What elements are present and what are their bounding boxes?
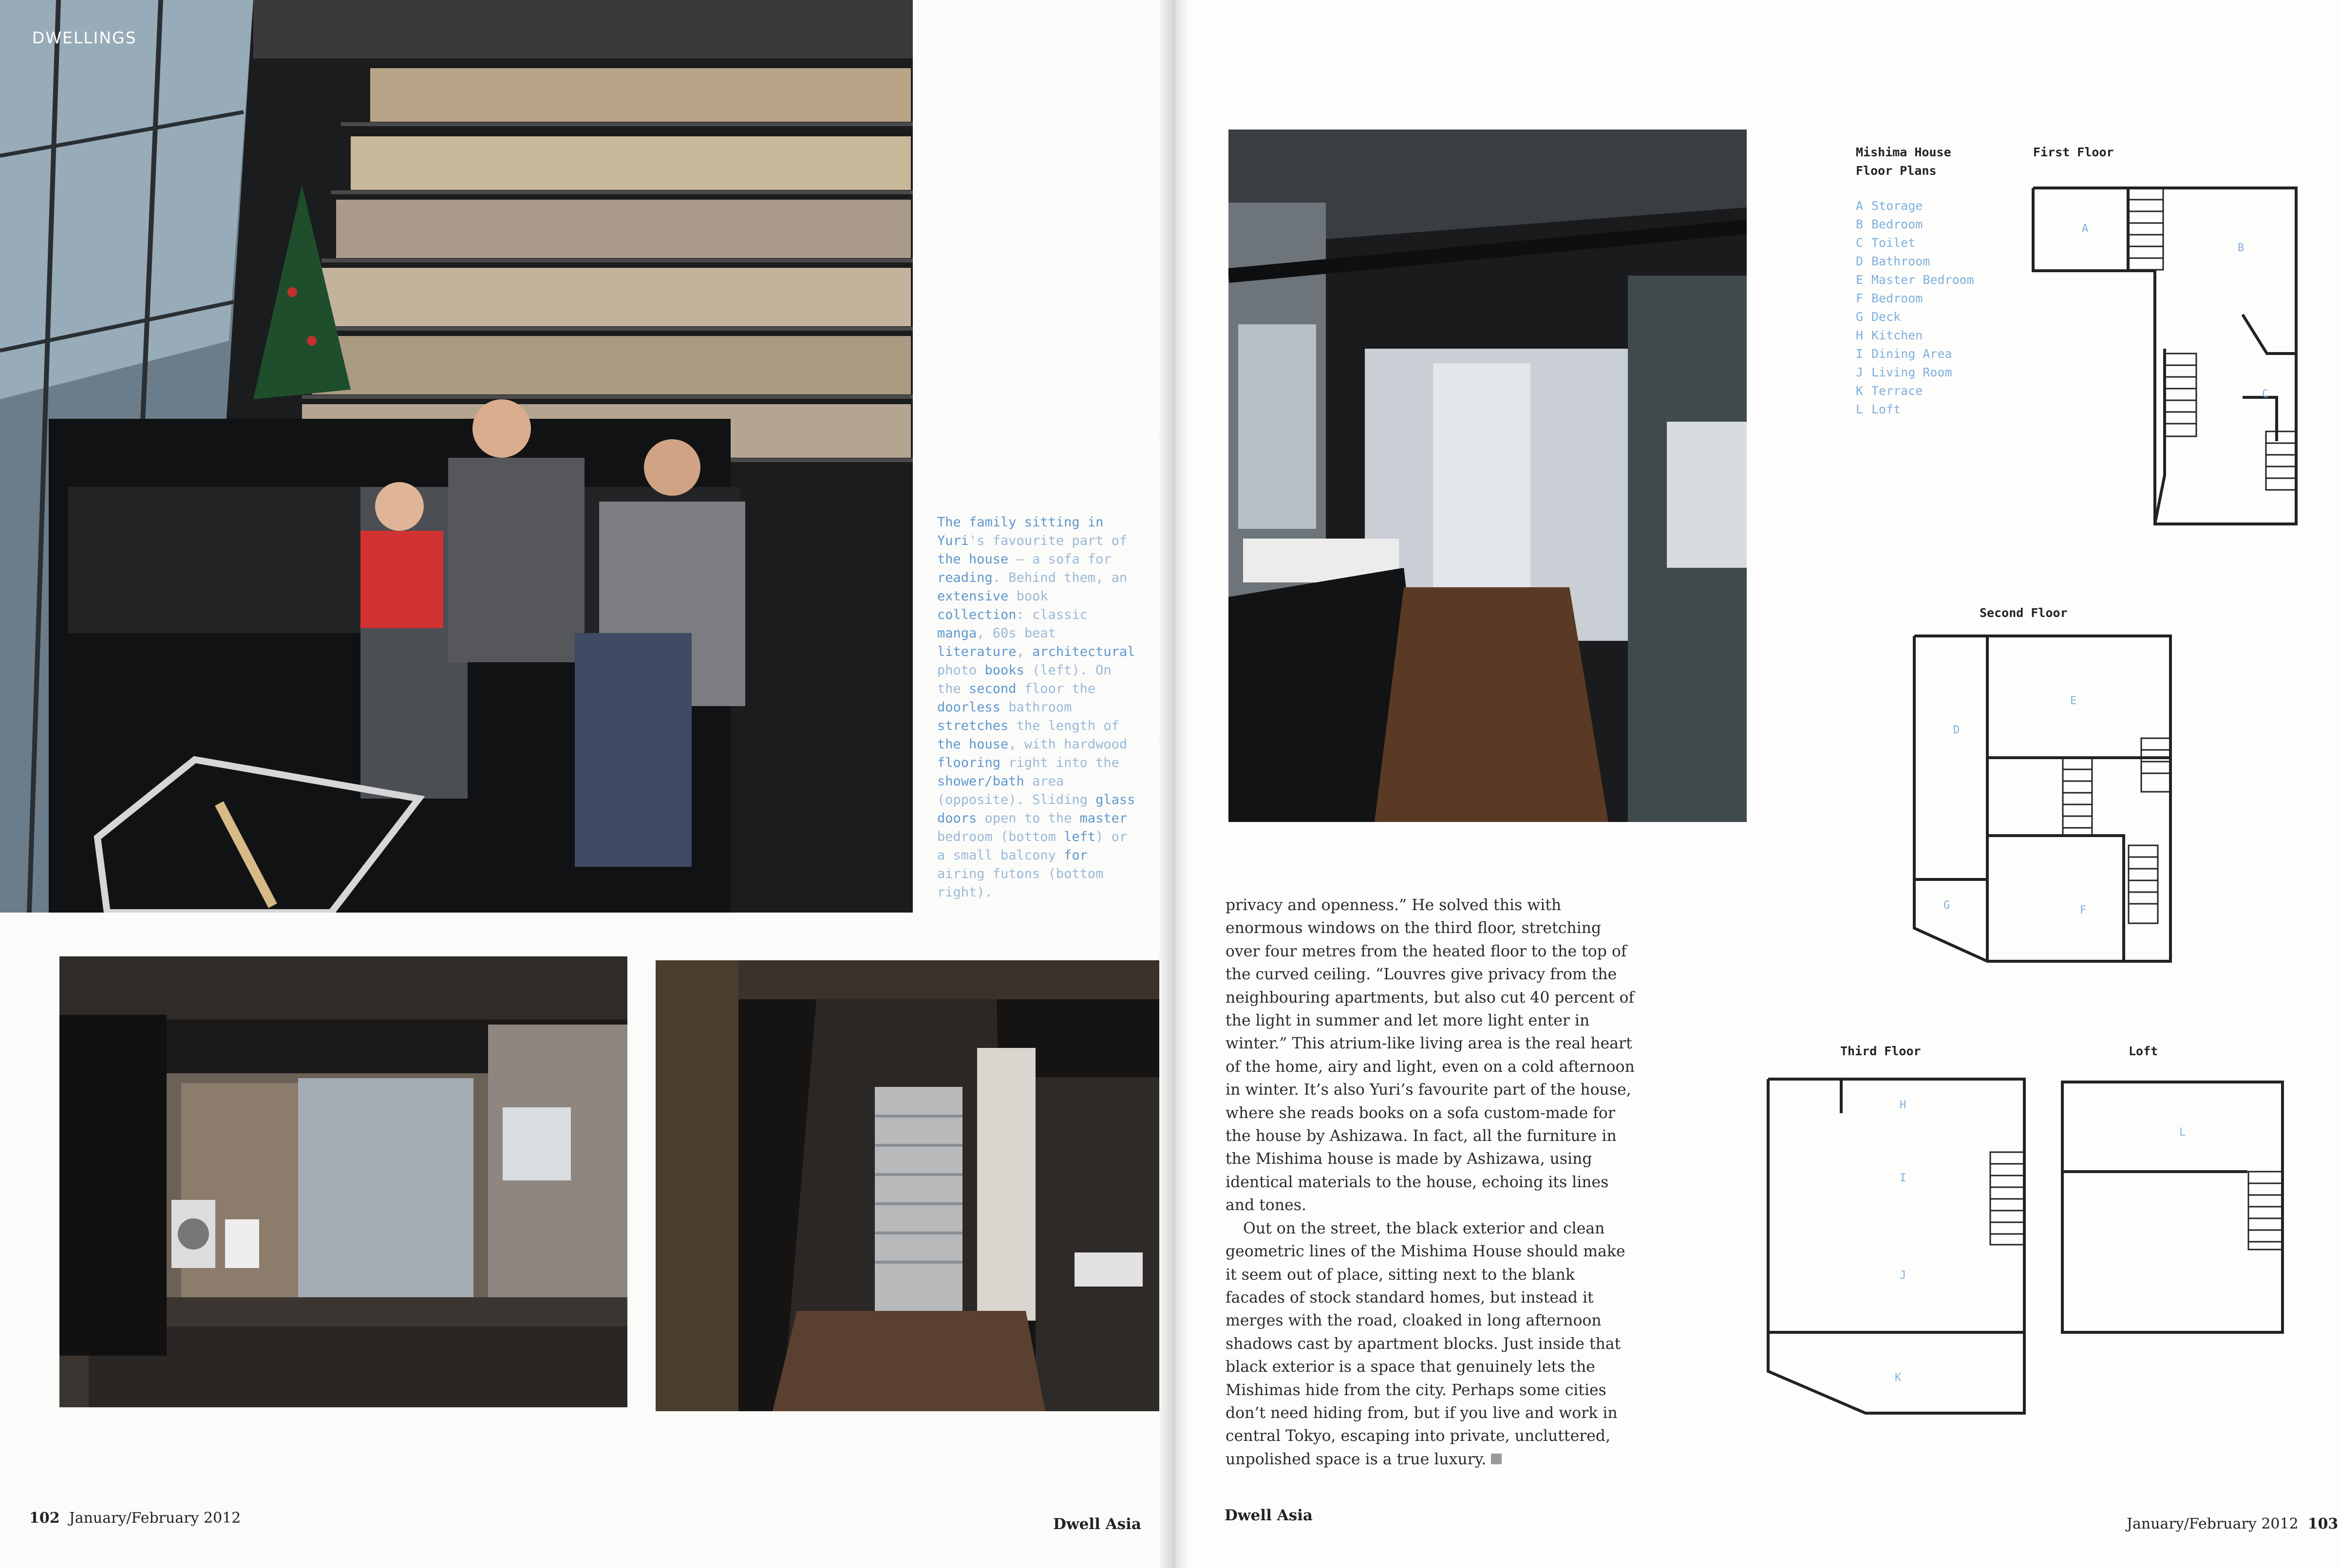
legend-item: C Toilet xyxy=(1856,236,1916,250)
first-floor-title: First Floor xyxy=(2033,145,2114,159)
right-issue-date: January/February 2012 xyxy=(2127,1515,2299,1532)
article-body xyxy=(1226,894,1637,1471)
right-page-number: 103 xyxy=(2307,1515,2339,1532)
legend-item: G Deck xyxy=(1856,310,1901,324)
plan-label-G: G xyxy=(1943,899,1950,912)
left-folio xyxy=(29,1510,241,1527)
second-floor-title: Second Floor xyxy=(1980,606,2068,620)
right-folio xyxy=(2127,1515,2338,1532)
left-page-number: 102 xyxy=(29,1510,60,1527)
third-floor-title: Third Floor xyxy=(1840,1044,1921,1058)
plan-label-F: F xyxy=(2080,904,2087,916)
loft-plan xyxy=(2062,1082,2282,1332)
plan-label-D: D xyxy=(1953,724,1960,736)
plan-label-L: L xyxy=(2179,1126,2186,1139)
loft-title: Loft xyxy=(2129,1044,2158,1058)
legend-item: B Bedroom xyxy=(1856,217,1923,231)
right-magazine-name: Dwell Asia xyxy=(1225,1507,1313,1524)
floor-plans-title xyxy=(1856,143,1951,180)
plan-label-H: H xyxy=(1900,1099,1906,1111)
legend-item: H Kitchen xyxy=(1856,328,1923,342)
legend-item: L Loft xyxy=(1856,402,1901,416)
right-page xyxy=(1174,0,2339,1568)
legend-item: A Storage xyxy=(1856,199,1923,213)
bathroom-photo xyxy=(1228,130,1747,822)
section-tag: DWELLINGS xyxy=(32,28,137,47)
left-page xyxy=(0,0,1169,1568)
plan-label-B: B xyxy=(2238,242,2245,254)
left-magazine-name: Dwell Asia xyxy=(1053,1515,1142,1533)
legend-item: E Master Bedroom xyxy=(1856,273,1974,287)
legend-item: K Terrace xyxy=(1856,384,1923,398)
legend-item: J Living Room xyxy=(1856,365,1952,379)
body-paragraph-2: Out on the street, the black exterior and clean geometric lines of the Mishima House should make it seem out of place, sitting next to the blank facades of stock standard homes, but instead it merges with the road, cloaked in long afternoon shadows cast by apartment blocks. Just inside that black exterior is a space that genuinely lets the Mishimas hide from the city. Perhaps some cities don’t need hiding from, but if you live and work in central Tokyo, escaping into private, uncluttered, unpolished space is a true luxury. xyxy=(1226,1219,1625,1468)
plan-label-A: A xyxy=(2082,223,2089,235)
spread-gutter xyxy=(1159,0,1188,1568)
left-issue-date: January/February 2012 xyxy=(69,1510,241,1527)
family-living-room-photo xyxy=(0,0,913,913)
master-bedroom-photo xyxy=(59,956,627,1407)
third-floor-plan xyxy=(1768,1079,2024,1413)
balcony-corridor-photo xyxy=(656,960,1174,1411)
plan-label-J: J xyxy=(1900,1269,1906,1282)
photo-caption: The family sitting in Yuri's favourite part of the house – a sofa for reading. Behind them, an extensive book collection: classic manga, 60s beat literature, architectural photo books (left). On the second floor the doorless bathroom stretches the length of the house, with hardwood flooring right into the shower/bath area (opposite). Sliding glass doors open to the master bedroom (bottom left) or a small balcony for airing futons (bottom right). xyxy=(937,515,1135,900)
body-paragraph-1: privacy and openness.” He solved this with enormous windows on the third floor, stretching over four metres from the heated floor to the top of the curved ceiling. “Louvres give privacy from the neighbouring apartments, but also cut 40 percent of the light in summer and let more light enter in winter.” This atrium-like living area is the real heart of the home, airy and light, even on a cold afternoon in winter. It’s also Yuri’s favourite part of the house, where she reads books on a sofa custom-made for the house by Ashizawa. In fact, all the furniture in the Mishima house is made by Ashizawa, using identical materials to the house, echoing its lines and tones. xyxy=(1226,896,1635,1214)
legend-item: D Bathroom xyxy=(1856,254,1930,268)
end-mark-icon xyxy=(1491,1454,1502,1464)
second-floor-plan xyxy=(1914,636,2170,961)
plan-label-I: I xyxy=(1900,1172,1906,1184)
plan-label-K: K xyxy=(1895,1372,1902,1384)
floor-plans-title-line1: Mishima House xyxy=(1856,145,1951,159)
legend-item: F Bedroom xyxy=(1856,291,1923,305)
legend-item: I Dining Area xyxy=(1856,347,1952,361)
first-floor-plan xyxy=(2033,188,2296,524)
floor-plans-title-line2: Floor Plans xyxy=(1856,164,1937,178)
plan-label-E: E xyxy=(2070,695,2077,707)
floor-plan-legend xyxy=(1856,197,1974,419)
plan-label-C: C xyxy=(2262,388,2269,400)
